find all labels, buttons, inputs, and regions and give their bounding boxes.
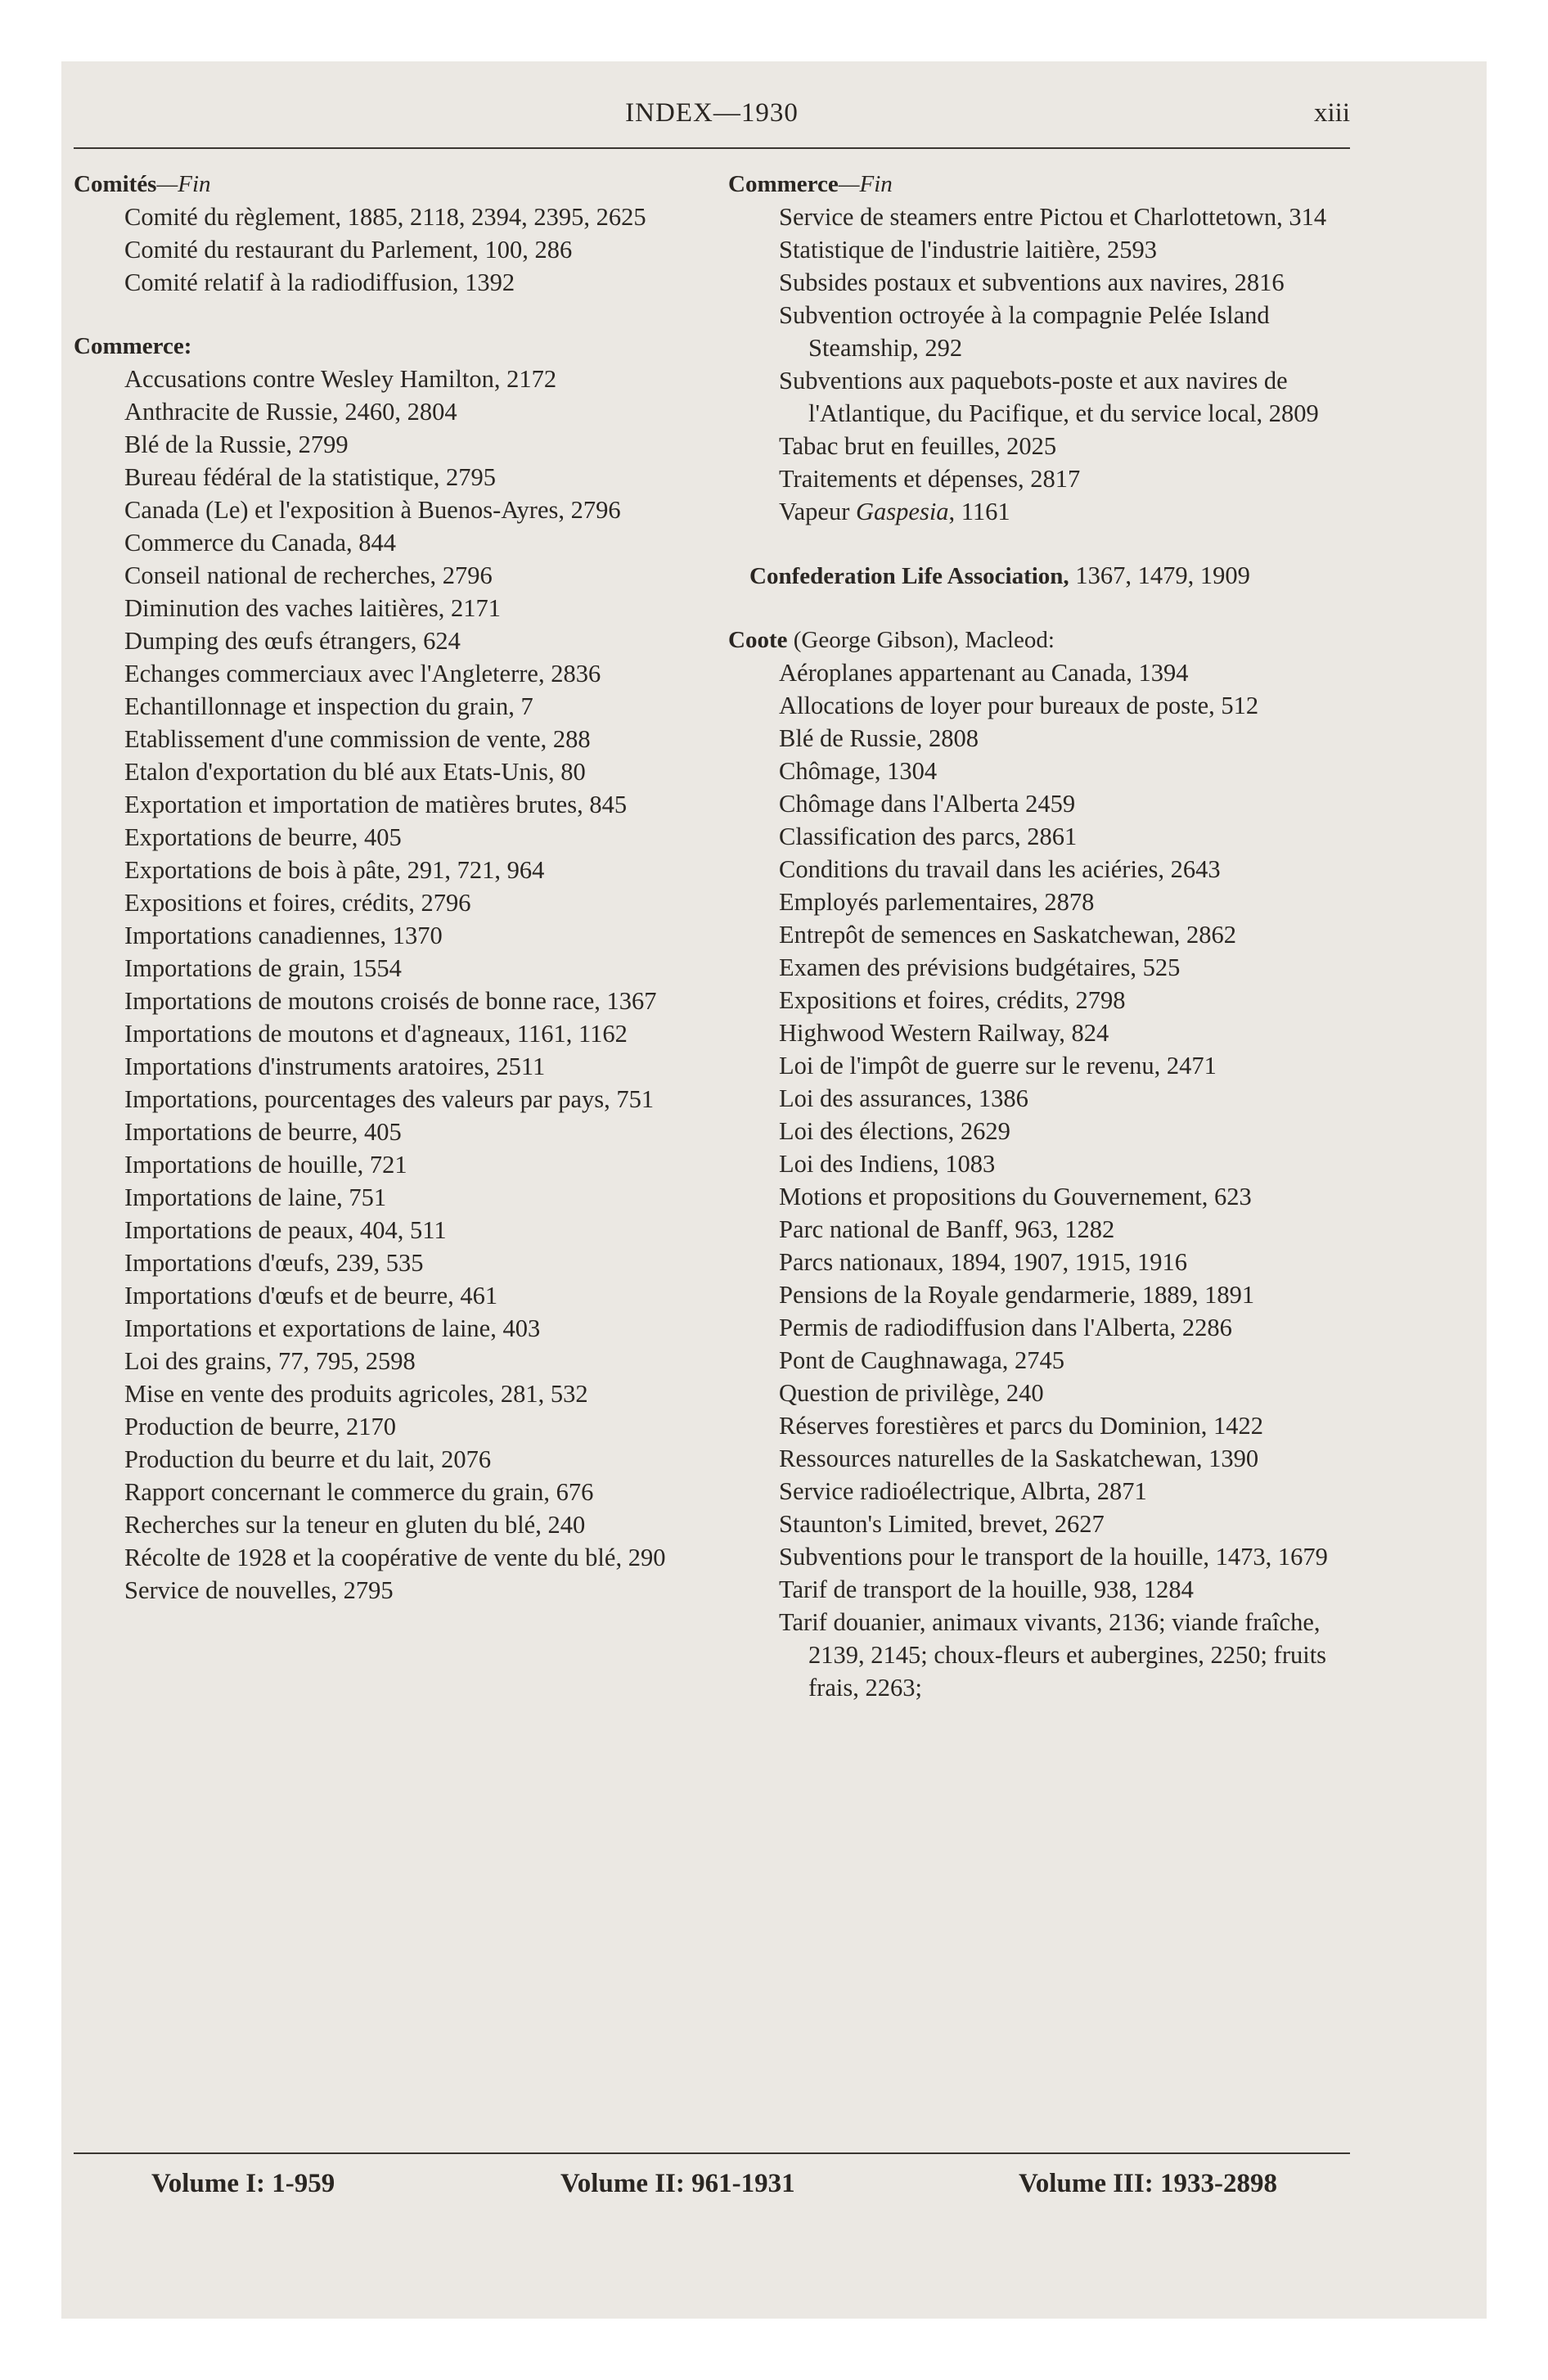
index-entry: Importations de peaux, 404, 511 — [124, 1216, 447, 1244]
section-heading — [728, 168, 1350, 201]
index-entry: Subsides postaux et subventions aux navires, 2816 — [779, 268, 1285, 296]
index-entry: Exportation et importation de matières brutes, 845 — [124, 791, 628, 818]
section-commerce — [74, 330, 687, 1607]
index-entry: Comité relatif à la radiodiffusion, 1392 — [124, 268, 515, 296]
index-entry: Conseil national de recherches, 2796 — [124, 561, 493, 589]
page-header — [74, 98, 1350, 147]
header-divider — [74, 147, 1350, 149]
index-entry: Loi des assurances, 1386 — [779, 1084, 1028, 1112]
index-entry: Question de privilège, 240 — [779, 1379, 1044, 1407]
volume-two-range: Volume II: 961-1931 — [560, 2169, 795, 2198]
index-entry: Statistique de l'industrie laitière, 2593 — [779, 236, 1158, 264]
index-entry: Service radioélectrique, Albrta, 2871 — [779, 1477, 1147, 1505]
index-entry: Importations d'œufs, 239, 535 — [124, 1249, 424, 1277]
entry-text: Vapeur — [779, 498, 857, 525]
index-entry: Recherches sur la teneur en gluten du blé, 240 — [124, 1511, 586, 1539]
heading-text: Comités — [74, 171, 157, 197]
index-entry: Expositions et foires, crédits, 2798 — [779, 986, 1126, 1014]
index-entry: Highwood Western Railway, 824 — [779, 1019, 1109, 1047]
index-entry: Production de beurre, 2170 — [124, 1413, 397, 1440]
index-entry: Réserves forestières et parcs du Dominion, 1422 — [779, 1412, 1264, 1440]
entry-pages: , 1161 — [948, 498, 1010, 525]
entry-list — [728, 201, 1350, 495]
index-entry: Importations d'instruments aratoires, 2511 — [124, 1053, 546, 1080]
section-heading — [728, 624, 1350, 656]
index-entry: Comité du règlement, 1885, 2118, 2394, 2395, 2625 — [124, 203, 646, 231]
section-coote — [728, 624, 1350, 1704]
right-column — [728, 168, 1350, 1704]
index-entry: Blé de Russie, 2808 — [779, 724, 979, 752]
index-entry: Echantillonnage et inspection du grain, 7 — [124, 692, 533, 720]
entry-list — [728, 656, 1350, 1704]
index-entry: Tabac brut en feuilles, 2025 — [779, 432, 1057, 460]
index-entry: Parcs nationaux, 1894, 1907, 1915, 1916 — [779, 1248, 1187, 1276]
index-entry: Importations et exportations de laine, 403 — [124, 1314, 541, 1342]
index-entry: Subventions aux paquebots-poste et aux navires de l'Atlantique, du Pacifique, et du service local, 2809 — [779, 367, 1319, 427]
index-entry: Pensions de la Royale gendarmerie, 1889, 1891 — [779, 1281, 1255, 1309]
index-entry: Loi des élections, 2629 — [779, 1117, 1010, 1145]
index-entry: Importations de laine, 751 — [124, 1183, 387, 1211]
index-entry: Anthracite de Russie, 2460, 2804 — [124, 398, 457, 426]
index-entry: Pont de Caughnawaga, 2745 — [779, 1346, 1064, 1374]
index-entry: Exportations de beurre, 405 — [124, 823, 402, 851]
page-footer — [74, 2169, 1350, 2210]
index-entry: Bureau fédéral de la statistique, 2795 — [124, 463, 496, 491]
index-entry: Exportations de bois à pâte, 291, 721, 964 — [124, 856, 545, 884]
index-entry: Ressources naturelles de la Saskatchewan, 1390 — [779, 1445, 1259, 1472]
index-entry: Traitements et dépenses, 2817 — [779, 465, 1081, 493]
index-entry: Tarif de transport de la houille, 938, 1284 — [779, 1575, 1194, 1603]
index-entry: Importations d'œufs et de beurre, 461 — [124, 1282, 498, 1309]
index-entry: Echanges commerciaux avec l'Angleterre, 2836 — [124, 660, 601, 687]
index-entry: Allocations de loyer pour bureaux de poste, 512 — [779, 692, 1259, 719]
section-confederation — [728, 559, 1350, 593]
volume-three-range: Volume III: 1933-2898 — [1019, 2169, 1277, 2198]
index-entry: Examen des prévisions budgétaires, 525 — [779, 953, 1181, 981]
index-entry: Dumping des œufs étrangers, 624 — [124, 627, 461, 655]
index-entry: Importations de moutons et d'agneaux, 1161, 1162 — [124, 1020, 628, 1048]
index-entry: Importations de houille, 721 — [124, 1151, 407, 1179]
heading-fin: —Fin — [838, 171, 893, 197]
index-entry: Rapport concernant le commerce du grain, 676 — [124, 1478, 594, 1506]
ship-name: Gaspesia — [856, 498, 949, 525]
index-entry: Loi des Indiens, 1083 — [779, 1150, 996, 1178]
index-entry: Service de nouvelles, 2795 — [124, 1576, 394, 1604]
index-entry: Accusations contre Wesley Hamilton, 2172 — [124, 365, 557, 393]
heading-text: Confederation Life Association, — [749, 563, 1069, 589]
index-entry: Loi des grains, 77, 795, 2598 — [124, 1347, 416, 1375]
index-entry — [728, 495, 1350, 528]
left-column — [74, 168, 687, 1607]
index-entry: Expositions et foires, crédits, 2796 — [124, 889, 471, 917]
index-entry: Permis de radiodiffusion dans l'Alberta, 2286 — [779, 1314, 1232, 1341]
index-entry: Subventions pour le transport de la houille, 1473, 1679 — [779, 1543, 1328, 1571]
page-title: INDEX—1930 — [625, 98, 799, 128]
index-entry: Service de steamers entre Pictou et Charlottetown, 314 — [779, 203, 1327, 231]
entry-list — [74, 201, 687, 299]
index-entry: Etalon d'exportation du blé aux Etats-Unis, 80 — [124, 758, 586, 786]
index-entry: Production du beurre et du lait, 2076 — [124, 1445, 492, 1473]
entry-list — [74, 363, 687, 1607]
heading-subtitle: (George Gibson), Macleod: — [787, 627, 1055, 653]
index-entry: Importations de grain, 1554 — [124, 954, 402, 982]
index-entry: Aéroplanes appartenant au Canada, 1394 — [779, 659, 1189, 687]
index-entry: Chômage, 1304 — [779, 757, 938, 785]
footer-divider — [74, 2152, 1350, 2154]
heading-fin: —Fin — [156, 171, 211, 197]
heading-text: Coote — [728, 627, 788, 653]
index-entry: Importations de beurre, 405 — [124, 1118, 402, 1146]
index-entry: Classification des parcs, 2861 — [779, 823, 1078, 850]
section-heading: Commerce: — [74, 333, 192, 359]
index-entry: Conditions du travail dans les aciéries, 2643 — [779, 855, 1221, 883]
section-comites — [74, 168, 687, 299]
page-number: xiii — [1313, 98, 1350, 128]
index-entry: Tarif douanier, animaux vivants, 2136; viande fraîche, 2139, 2145; choux-fleurs et aubergines, 2250; fruits frais, 2263; — [779, 1608, 1327, 1702]
index-entry: Entrepôt de semences en Saskatchewan, 2862 — [779, 921, 1236, 949]
index-entry: Mise en vente des produits agricoles, 281, 532 — [124, 1380, 588, 1408]
index-entry: Motions et propositions du Gouvernement, 623 — [779, 1183, 1252, 1210]
index-entry: Subvention octroyée à la compagnie Pelée Island Steamship, 292 — [779, 301, 1270, 362]
index-entry: Blé de la Russie, 2799 — [124, 430, 349, 458]
section-commerce-fin — [728, 168, 1350, 528]
index-entry: Récolte de 1928 et la coopérative de vente du blé, 290 — [124, 1544, 666, 1571]
index-entry: Importations canadiennes, 1370 — [124, 922, 443, 949]
index-entry: Chômage dans l'Alberta 2459 — [779, 790, 1076, 818]
index-entry: Etablissement d'une commission de vente, 288 — [124, 725, 591, 753]
index-entry: Diminution des vaches laitières, 2171 — [124, 594, 501, 622]
index-entry: Importations de moutons croisés de bonne race, 1367 — [124, 987, 657, 1015]
volume-one-range: Volume I: 1-959 — [151, 2169, 335, 2198]
index-entry: Employés parlementaires, 2878 — [779, 888, 1095, 916]
index-entry: Commerce du Canada, 844 — [124, 529, 397, 557]
index-entry: Staunton's Limited, brevet, 2627 — [779, 1510, 1105, 1538]
index-entry — [728, 559, 1350, 593]
index-entry: Parc national de Banff, 963, 1282 — [779, 1215, 1115, 1243]
index-entry: Importations, pourcentages des valeurs par pays, 751 — [124, 1085, 655, 1113]
index-entry: Comité du restaurant du Parlement, 100, 286 — [124, 236, 573, 264]
section-heading — [74, 168, 687, 201]
heading-text: Commerce — [728, 171, 839, 197]
entry-pages: 1367, 1479, 1909 — [1069, 561, 1250, 589]
index-entry: Loi de l'impôt de guerre sur le revenu, 2471 — [779, 1052, 1217, 1080]
index-entry: Canada (Le) et l'exposition à Buenos-Ayres, 2796 — [124, 496, 621, 524]
